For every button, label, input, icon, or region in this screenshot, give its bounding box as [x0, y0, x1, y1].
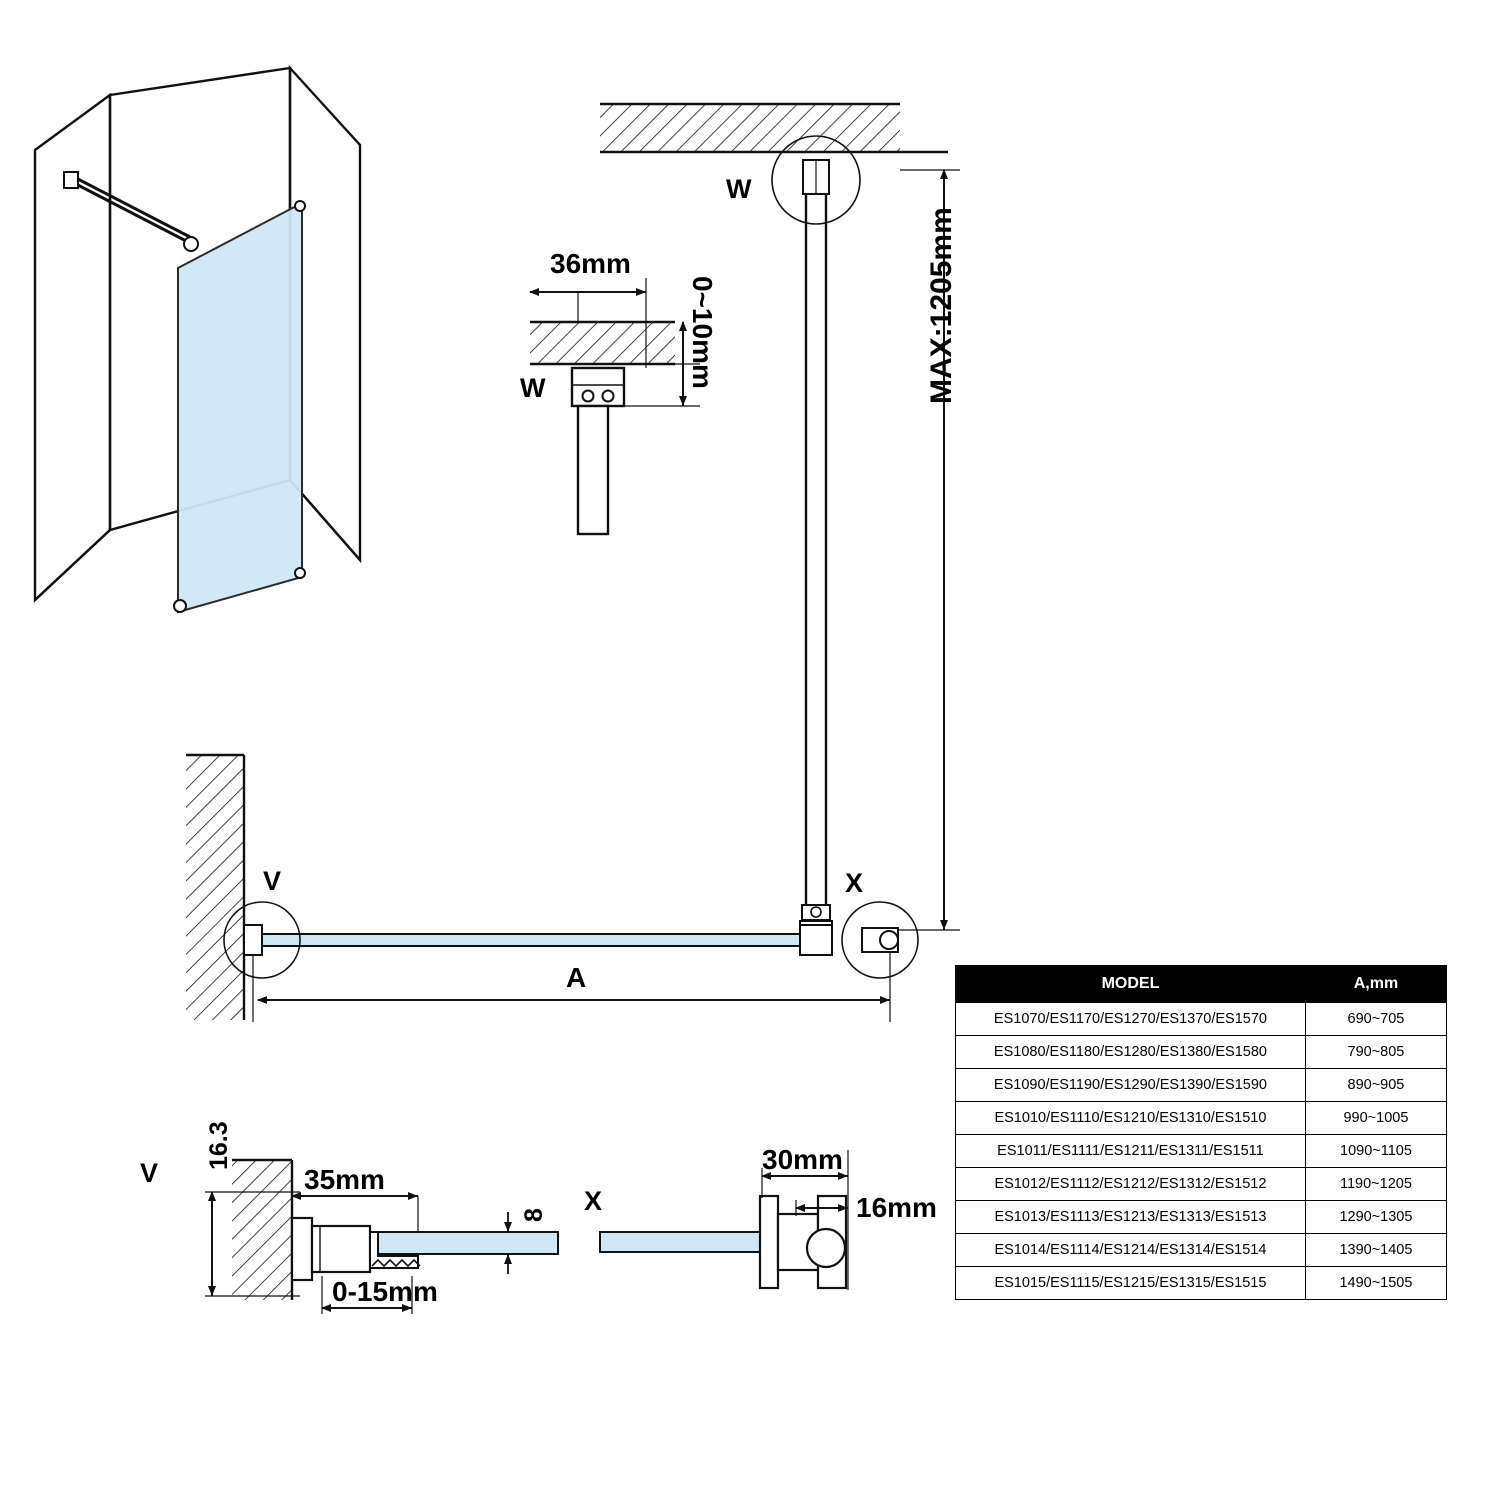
dim-a: A [566, 962, 587, 993]
label-w-elevation: W [726, 174, 752, 204]
cell-a: 1390~1405 [1305, 1234, 1446, 1267]
table-header-a: A,mm [1305, 966, 1446, 1003]
cell-model: ES1090/ES1190/ES1290/ES1390/ES1590 [956, 1069, 1306, 1102]
dim-16-3: 16.3 [205, 1121, 233, 1170]
table-row [956, 1201, 1447, 1234]
table-row [956, 1267, 1447, 1300]
table-row [956, 1135, 1447, 1168]
cell-a: 1290~1305 [1305, 1201, 1446, 1234]
w-detail-view [530, 278, 700, 534]
plan-view [186, 755, 918, 1022]
cell-model: ES1015/ES1115/ES1215/ES1315/ES1515 [956, 1267, 1306, 1300]
label-x-detail: X [584, 1186, 603, 1216]
dim-36mm: 36mm [550, 248, 631, 279]
table-row [956, 1234, 1447, 1267]
cell-a: 790~805 [1305, 1036, 1446, 1069]
cell-model: ES1070/ES1170/ES1270/ES1370/ES1570 [956, 1003, 1306, 1036]
cell-a: 1190~1205 [1305, 1168, 1446, 1201]
table-row [956, 1003, 1447, 1036]
dim-30mm: 30mm [762, 1144, 843, 1175]
label-w-detail: W [520, 373, 546, 403]
table-body [956, 1003, 1447, 1300]
dim-0-10mm: 0~10mm [687, 276, 718, 389]
cell-model: ES1013/ES1113/ES1213/ES1313/ES1513 [956, 1201, 1306, 1234]
cell-a: 890~905 [1305, 1069, 1446, 1102]
cell-model: ES1080/ES1180/ES1280/ES1380/ES1580 [956, 1036, 1306, 1069]
dim-0-15mm: 0-15mm [332, 1276, 438, 1307]
cell-a: 690~705 [1305, 1003, 1446, 1036]
label-v-plan: V [263, 866, 282, 896]
cell-model: ES1011/ES1111/ES1211/ES1311/ES1511 [956, 1135, 1306, 1168]
cell-model: ES1010/ES1110/ES1210/ES1310/ES1510 [956, 1102, 1306, 1135]
table-row [956, 1069, 1447, 1102]
table-header-row [956, 966, 1447, 1003]
dim-35mm: 35mm [304, 1164, 385, 1195]
cell-a: 990~1005 [1305, 1102, 1446, 1135]
table-row [956, 1036, 1447, 1069]
isometric-view [35, 68, 360, 612]
cell-model: ES1014/ES1114/ES1214/ES1314/ES1514 [956, 1234, 1306, 1267]
label-v-detail: V [140, 1158, 159, 1188]
cell-model: ES1012/ES1112/ES1212/ES1312/ES1512 [956, 1168, 1306, 1201]
dim-max-height: MAX:1205mm [925, 207, 958, 404]
table-row [956, 1102, 1447, 1135]
cell-a: 1090~1105 [1305, 1135, 1446, 1168]
cell-a: 1490~1505 [1305, 1267, 1446, 1300]
label-x-plan: X [845, 868, 864, 898]
elevation-view [600, 104, 960, 937]
dim-16mm: 16mm [856, 1192, 937, 1223]
table-header-model: MODEL [956, 966, 1306, 1003]
dim-glass-thickness: 8 [520, 1208, 548, 1222]
model-spec-table [955, 965, 1447, 1300]
table-row [956, 1168, 1447, 1201]
